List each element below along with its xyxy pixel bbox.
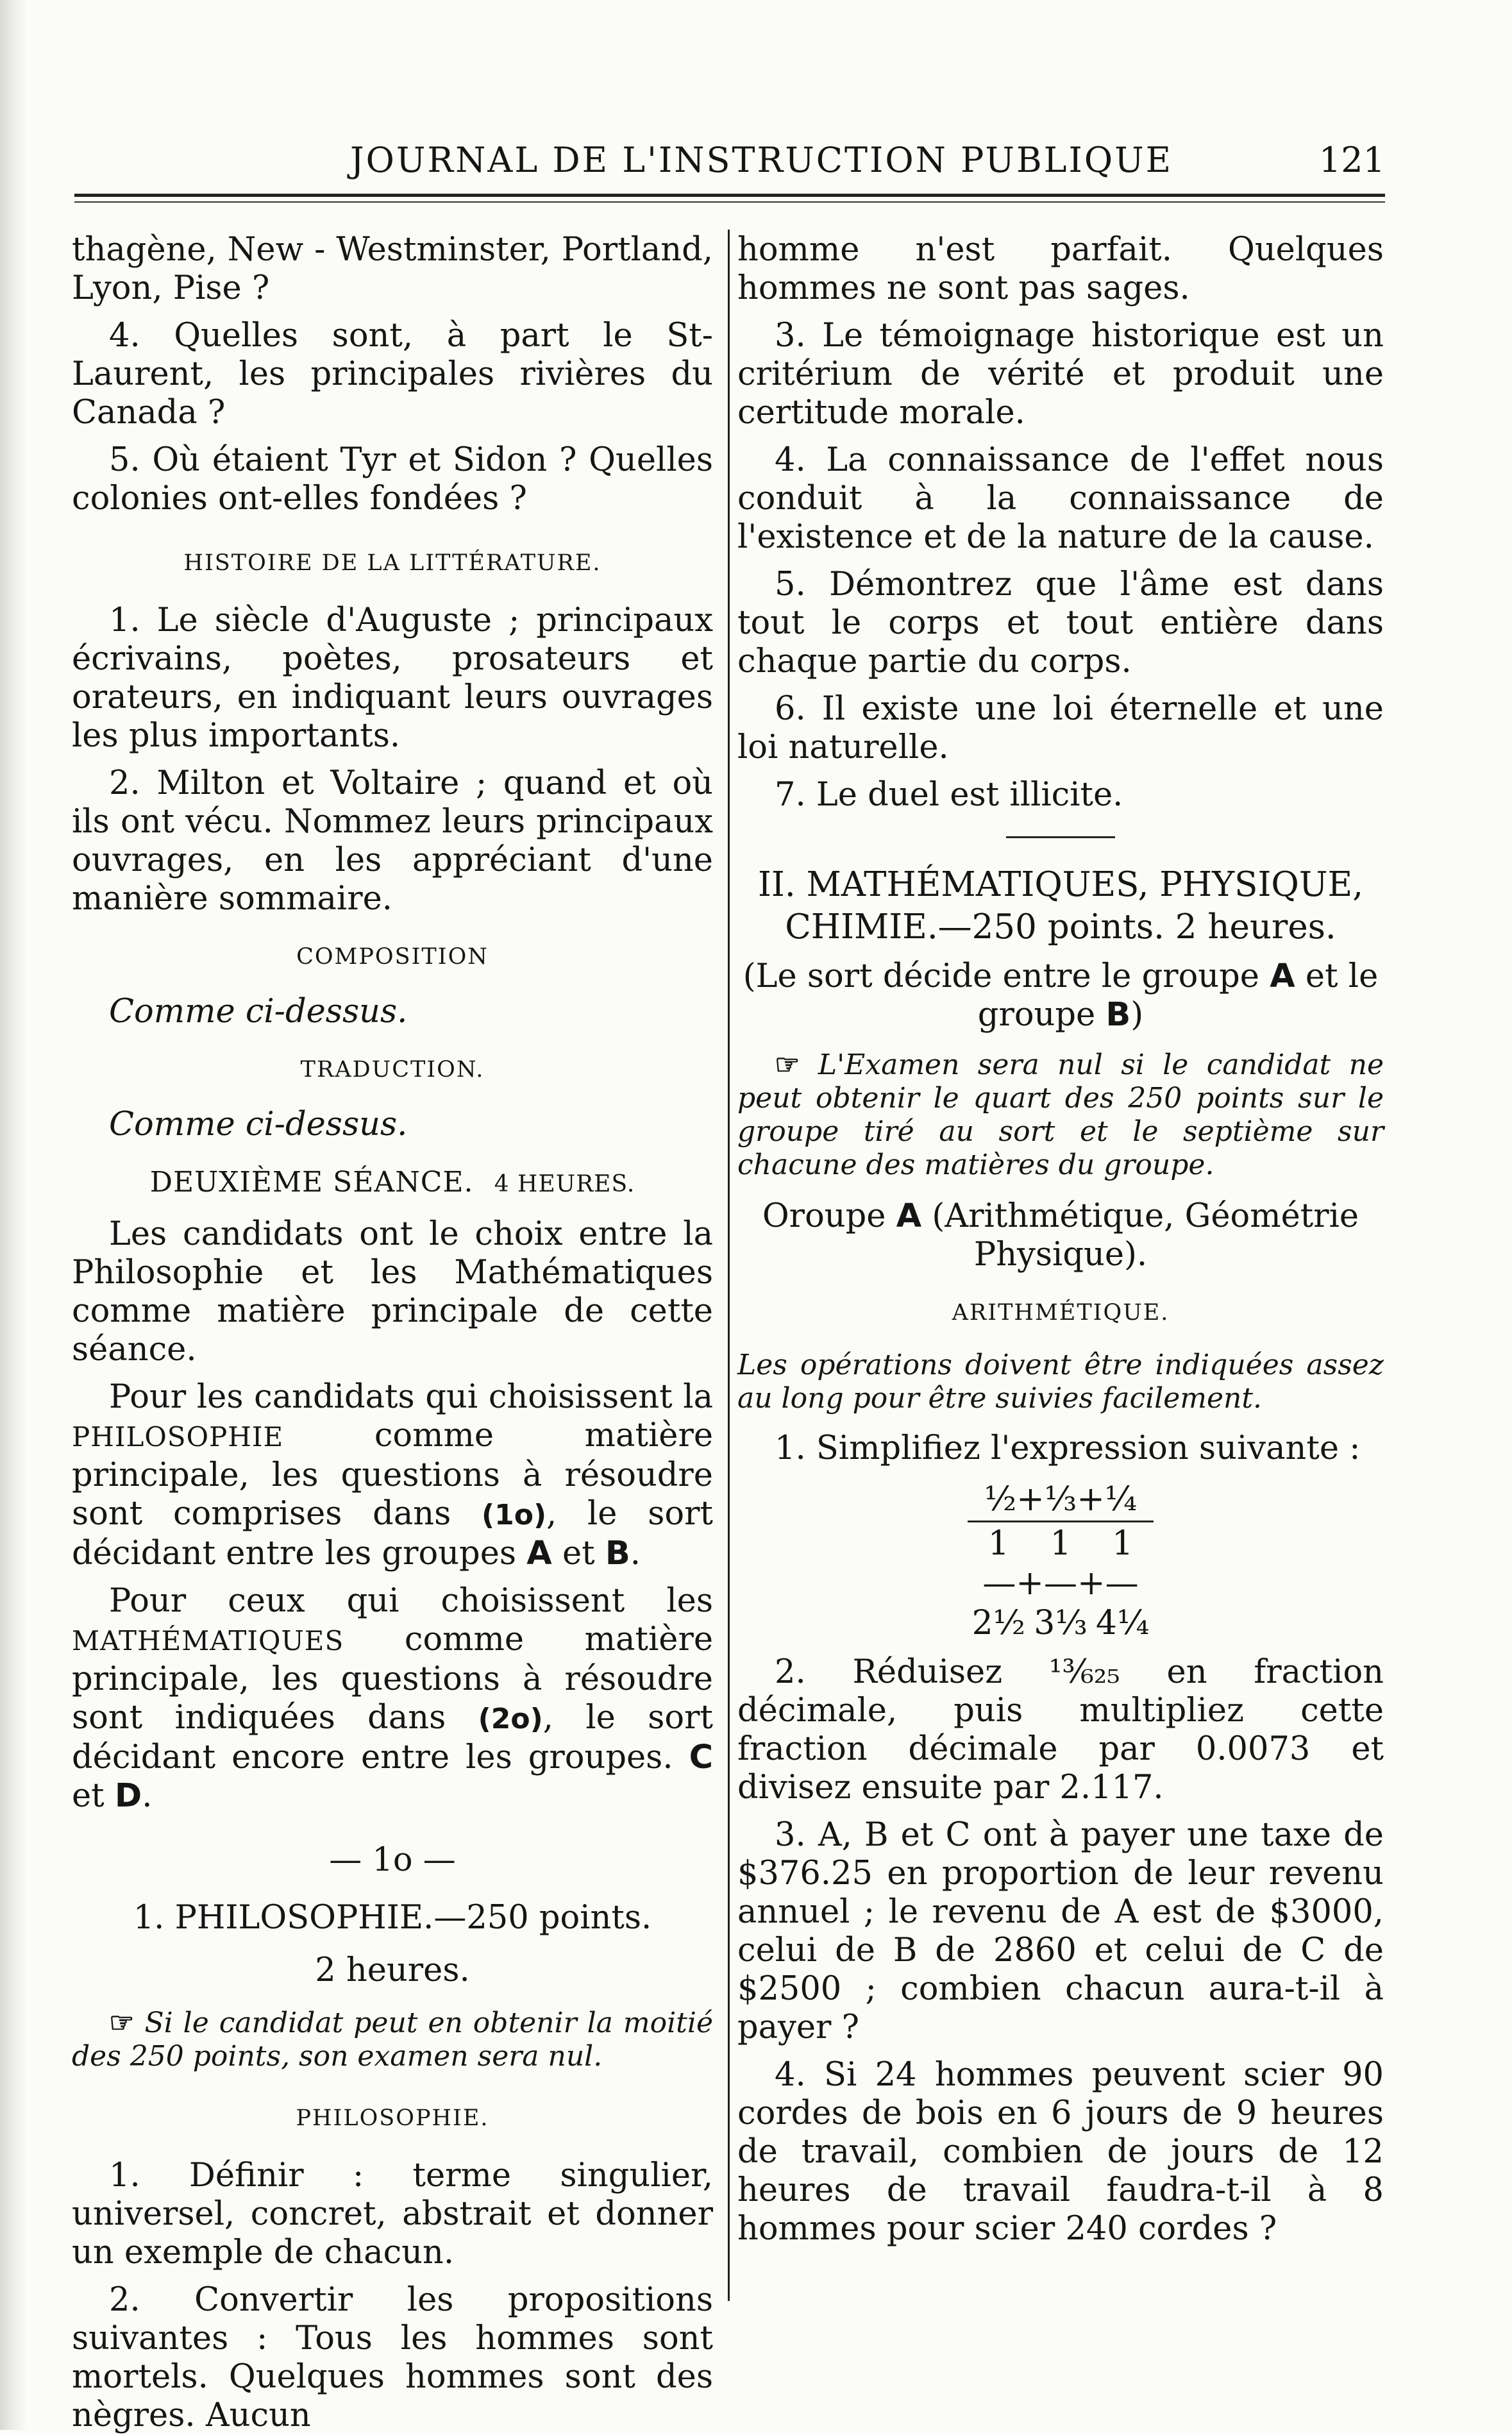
paragraph: Les candidats ont le choix entre la Philosophie et les Mathématiques comme matière principale de cette séance.: [72, 1215, 713, 1369]
text-segment: A: [526, 1535, 552, 1572]
text-segment: et le groupe: [977, 957, 1379, 1034]
section-heading-arithmetique: ARITHMÉTIQUE.: [952, 1300, 1170, 1326]
composition-text: Comme ci-dessus.: [109, 993, 408, 1031]
text-segment: D: [114, 1777, 142, 1815]
groupe-choice: [737, 957, 1384, 1034]
seance-title: DEUXIÈME SÉANCE.: [149, 1166, 474, 1199]
instructions: Les opérations doivent être indiquées assez au long pour être suivies facilement.: [737, 1349, 1384, 1415]
text-segment: PHILOSOPHIE: [72, 1421, 284, 1453]
paragraph-philosophie: [72, 1378, 713, 1573]
philosophie-heading: 1. PHILOSOPHIE.—250 points.: [133, 1899, 652, 1937]
traduction-text: Comme ci-dessus.: [109, 1106, 408, 1143]
fraction-ones: [968, 1524, 1154, 1563]
section-number-1o: — 1o —: [329, 1841, 456, 1879]
question-4: 4. La connaissance de l'effet nous conduit à la connaissance de l'existence et de la nature de la cause.: [737, 441, 1384, 556]
duration: 2 heures.: [315, 1951, 470, 1989]
text-segment: et: [72, 1777, 105, 1815]
question-3: 3. Le témoignage historique est un critérium de vérité et produit une certitude morale.: [737, 317, 1384, 432]
question-1: 1. Définir : terme singulier, universel, concret, abstrait et donner un exemple de chacun.: [72, 2157, 713, 2271]
text-segment: (Le sort décide entre le groupe: [743, 957, 1259, 995]
section-heading-philosophie: PHILOSOPHIE.: [296, 2105, 489, 2131]
page-number: 121: [1318, 140, 1385, 180]
journal-title: JOURNAL DE L'INSTRUCTION PUBLIQUE: [350, 140, 1173, 180]
text-segment: Oroupe: [762, 1197, 886, 1235]
text-segment: Pour ceux qui choisissent les: [109, 1582, 713, 1620]
section-heading-composition: COMPOSITION: [296, 944, 489, 970]
question-5: 5. Où étaient Tyr et Sidon ? Quelles colonies ont-elles fondées ?: [72, 441, 713, 518]
fraction-one: 1: [1050, 1524, 1071, 1563]
header-rule-thin: [74, 201, 1385, 203]
question-1: 1. Le siècle d'Auguste ; principaux écrivains, poètes, prosateurs et orateurs, en indiquant leurs ouvrages les plus importants.: [72, 602, 713, 755]
text-segment: ): [1130, 996, 1144, 1034]
question-6: 6. Il existe une loi éternelle et une loi naturelle.: [737, 690, 1384, 766]
text-segment: , le sort décidant entre les groupes: [72, 1495, 713, 1572]
question-2: 2. Convertir les propositions suivantes : Tous les hommes sont mortels. Quelques hommes sont des nègres. Aucun: [72, 2281, 713, 2434]
question-2: 2. Réduisez ¹³⁄₆₂₅ en fraction décimale, puis multipliez cette fraction décimale par 0.0073 et divisez ensuite par 2.117.: [737, 1653, 1384, 1807]
question-2: 2. Milton et Voltaire ; quand et où ils ont vécu. Nommez leurs principaux ouvrages, en les appréciant d'une manière sommaire.: [72, 764, 713, 918]
text-segment: (2o): [478, 1703, 543, 1735]
text-segment: et: [562, 1535, 595, 1572]
section-heading-histoire: HISTOIRE DE LA LITTÉRATURE.: [183, 550, 601, 576]
fraction-bar: [968, 1521, 1154, 1522]
note: [737, 1049, 1384, 1182]
text-segment: , le sort décidant encore entre les groupes.: [72, 1699, 713, 1776]
note-text: Si le candidat peut en obtenir la moitié des 250 points, son examen sera nul.: [72, 2007, 713, 2073]
text-segment: comme matière principale, les questions à résoudre sont indiquées dans: [72, 1621, 714, 1737]
paragraph: thagène, New - Westminster, Portland, Lyon, Pise ?: [72, 231, 713, 307]
text-segment: B: [605, 1535, 630, 1572]
left-column: [72, 231, 713, 2435]
text-segment: Pour les candidats qui choisissent la: [109, 1378, 713, 1416]
question-7: 7. Le duel est illicite.: [775, 776, 1123, 814]
text-segment: A: [1270, 957, 1295, 995]
text-segment: .: [630, 1535, 641, 1572]
text-segment: A: [896, 1197, 922, 1235]
section-divider: [1006, 836, 1115, 838]
fraction-denominators: [968, 1603, 1154, 1643]
fraction-numerator: ½+⅓+¼: [984, 1480, 1138, 1519]
fraction-denominator: 3⅓: [1034, 1604, 1088, 1642]
pointing-hand-icon: ☞: [775, 1049, 800, 1081]
fraction-plus-line: —+—+—: [982, 1564, 1139, 1603]
right-column: [737, 231, 1384, 2248]
fraction-one: 1: [987, 1524, 1009, 1563]
text-segment: B: [1105, 996, 1131, 1034]
text-segment: (Arithmétique, Géométrie Physique).: [932, 1197, 1359, 1274]
page-edge: [0, 0, 27, 2430]
paragraph-mathematiques: [72, 1582, 713, 1816]
text-segment: C: [689, 1739, 713, 1776]
section-heading-traduction: TRADUCTION.: [300, 1057, 485, 1083]
text-segment: MATHÉMATIQUES: [72, 1625, 344, 1656]
text-segment: .: [142, 1777, 153, 1815]
mathematiques-heading: II. MATHÉMATIQUES, PHYSIQUE, CHIMIE.—250 points. 2 heures.: [757, 865, 1364, 947]
note: [72, 2007, 713, 2073]
question-4: 4. Quelles sont, à part le St-Laurent, les principales rivières du Canada ?: [72, 317, 713, 432]
groupe-a-heading: [737, 1197, 1384, 1274]
question-3: 3. A, B et C ont à payer une taxe de $376.25 en proportion de leur revenu annuel ; le revenu de A est de $3000, celui de B de 2860 et celui de C de $2500 ; combien chacun aura-t-il à payer ?: [737, 1816, 1384, 2046]
fraction-denominator: 2½: [971, 1604, 1026, 1642]
question-5: 5. Démontrez que l'âme est dans tout le corps et tout entière dans chaque partie du corps.: [737, 566, 1384, 680]
seance-time: 4 HEURES.: [494, 1171, 635, 1197]
header-rule: [74, 194, 1385, 197]
seance-heading: [72, 1162, 713, 1204]
fraction-expression: [968, 1479, 1154, 1643]
fraction-one: 1: [1112, 1524, 1134, 1563]
question-4: 4. Si 24 hommes peuvent scier 90 cordes de bois en 6 jours de 9 heures de travail, combien de jours de 12 heures de travail faudra-t-il à 8 hommes pour scier 240 cordes ?: [737, 2056, 1384, 2248]
pointing-hand-icon: ☞: [109, 2007, 135, 2039]
paragraph: homme n'est parfait. Quelques hommes ne sont pas sages.: [737, 231, 1384, 307]
page-header: [74, 140, 1385, 185]
text-segment: (1o): [481, 1499, 547, 1531]
note-text: L'Examen sera nul si le candidat ne peut obtenir le quart des 250 points sur le groupe tiré au sort et le septième sur chacune des matières du groupe.: [737, 1049, 1384, 1181]
question-1: 1. Simplifiez l'expression suivante :: [775, 1429, 1361, 1467]
text-segment: comme matière principale, les questions à résoudre sont comprises dans: [72, 1417, 714, 1533]
fraction-denominator: 4¼: [1095, 1604, 1150, 1642]
column-divider: [728, 230, 730, 2301]
